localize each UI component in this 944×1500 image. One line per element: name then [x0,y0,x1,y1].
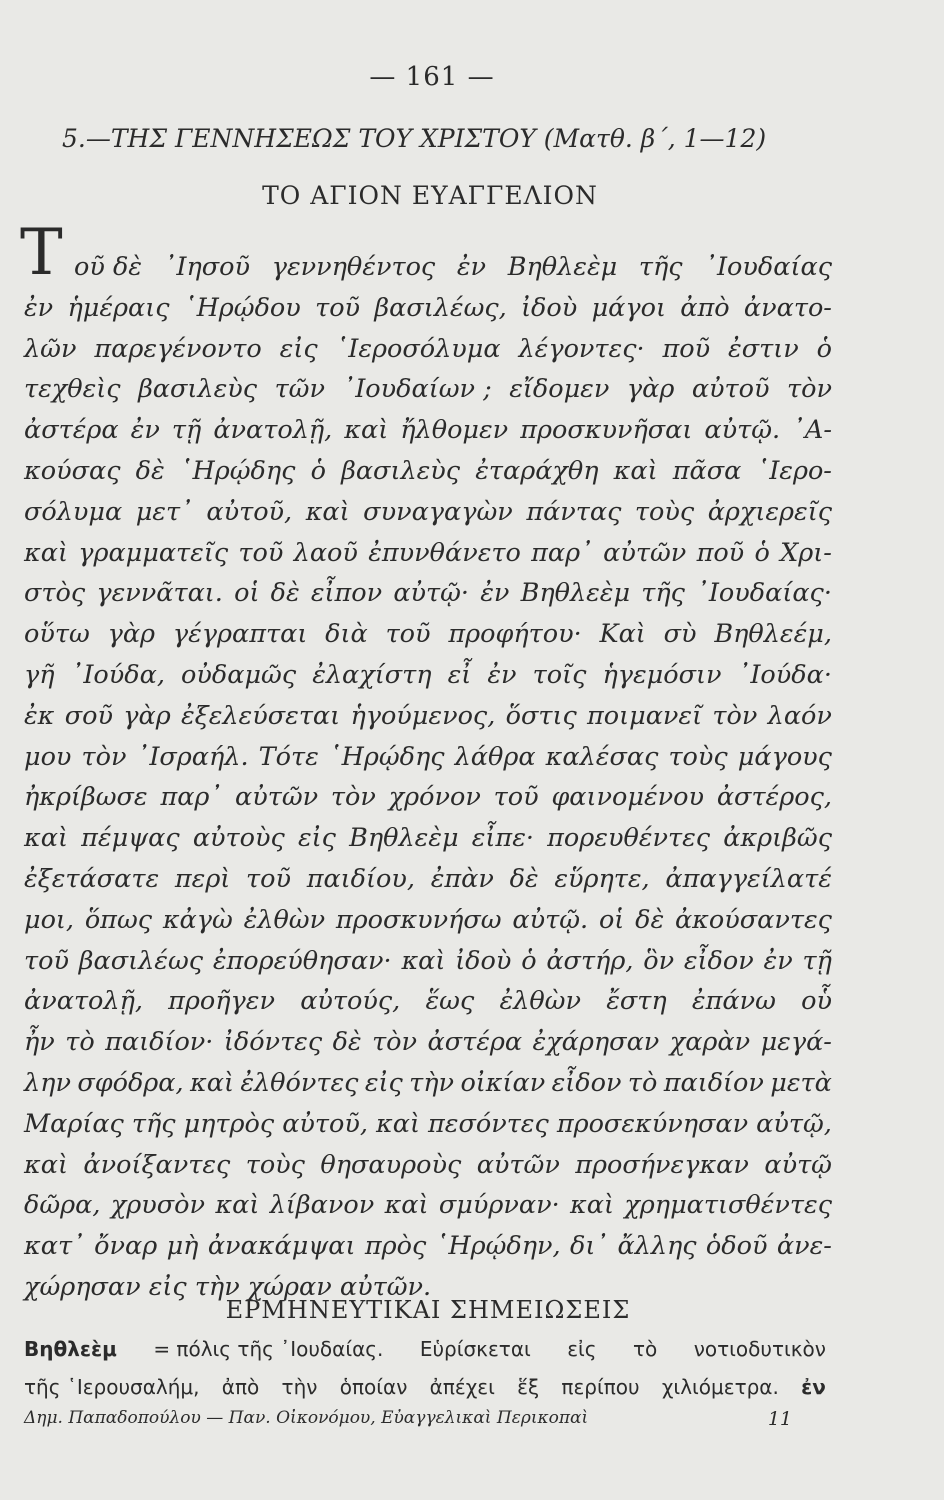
word: ἕως [425,986,475,1017]
text-line [24,900,832,941]
word: αὐτῷ, [756,1108,832,1139]
word: ποιμανεῖ [587,700,703,731]
word: παρ᾿ [531,537,593,568]
note-word: χιλιόμετρα. [661,1375,779,1399]
word: εἰς [279,333,318,364]
word: τοὺς [634,496,695,527]
word: βασιλεὺς [341,455,461,486]
word: οῦ δὲ [74,252,142,282]
text-line [24,981,832,1022]
word: σὺ [663,619,697,650]
word: ἐπυνθάνετο [368,537,521,568]
word: τῇ [171,415,202,446]
word: τοῦ [246,863,291,894]
word: τὸν [81,741,127,772]
word: Χρι- [780,537,832,568]
word: συναγαγὼν [363,496,513,527]
word: οἱ [598,904,625,935]
word: ἄλλης [617,1231,697,1262]
word: ἀστέρα [427,1027,523,1058]
text-line [24,329,832,370]
word: τὸν [787,374,832,405]
word: ῾Ιεροσόλυμα [335,333,501,364]
word: ἀνατολῇ, [213,415,333,446]
word: τοῦ [315,292,361,323]
word: χαρὰν [669,1027,751,1058]
gospel-text [20,216,832,1308]
word: τοῦ [385,619,431,650]
word: εἶπε· [471,823,534,854]
word: τὴν [409,1067,455,1098]
word: γὰρ [626,374,675,405]
word: πέμψας [81,823,180,854]
word: ἐν [480,578,510,609]
text-line [20,216,832,290]
word: ῾Ηρῴδης [179,455,296,486]
word: πρὸς [364,1231,427,1262]
word: ποῦ [662,333,711,364]
word: ἀπαγγείλατέ [665,863,832,894]
word: ἐν [130,415,160,446]
word: αὐτῶν [476,1149,560,1180]
word: βασιλεὺς [138,374,258,405]
word: ἐλθὼν [243,904,326,935]
word: χώρησαν εἰς τὴν χώραν αὐτῶν. [24,1271,432,1302]
word: ἐν [487,659,517,690]
word: τὸ [627,1067,658,1098]
word: κἀγὼ [162,904,233,935]
word: αὐτῷ· [393,578,470,609]
word: τοῦ [238,537,284,568]
word: εὕρητε, [554,863,650,894]
word: αὐτῶν [603,537,687,568]
word: μάγοι [591,292,666,323]
word: καὶ [305,496,350,527]
note-word: περίπου [561,1375,640,1399]
word: αὐτῷ. [512,904,589,935]
word: τῆς [638,252,683,282]
word: μὴ [166,1231,199,1262]
note-line [24,1368,826,1406]
note-word: ἀπὸ [221,1375,260,1399]
word: ἐν [763,945,793,976]
note-word: ὁποίαν [339,1375,408,1399]
word: παρ᾿ [160,782,223,813]
text-line [24,1022,832,1063]
word: ὁδοῦ [705,1231,768,1262]
word: παιδίον [663,1067,764,1098]
word: περὶ [174,863,231,894]
word: ἐκ [24,700,55,731]
word: ὅπως [84,904,153,935]
word: γεννηθέντος [271,252,436,282]
word: Βηθλεέμ, [714,619,832,650]
word: εἶ [447,659,472,690]
word: αὐτοῦ [691,374,770,405]
word: ᾿Ιουδαίων ; [342,374,492,405]
word: χρυσὸν [110,1190,206,1221]
note-word: ἀπέχει [429,1375,495,1399]
text-line [24,818,832,859]
text-line [24,288,832,329]
text-line [24,1226,832,1267]
word: δὲ [332,1027,362,1058]
note-word: ἕξ [517,1375,540,1399]
word: αὐτούς, [300,986,401,1017]
word: χρόνον [388,782,481,813]
word: καὶ [613,455,658,486]
word: διὰ [325,619,368,650]
word: μετὰ [770,1067,832,1098]
word: οὗ [801,986,832,1017]
word: ῾Ιερο- [756,455,832,486]
word: προσήνεγκαν [575,1149,749,1180]
word: ἐλθὼν [499,986,581,1017]
word: προσκυνῆσαι [520,415,693,446]
word: ποῦ [696,537,745,568]
word: σόλυμα [24,496,123,527]
word: τοῖς [532,659,587,690]
word: δὲ [270,578,300,609]
word: ὁ [521,945,537,976]
text-line [24,369,832,410]
text-line [24,1063,832,1104]
word: ἀκούσαντες [674,904,832,935]
text-line [24,655,832,696]
word: ἰδοὺ [521,292,578,323]
word: καὶ [344,415,389,446]
word: αὐτοῦ, [282,1108,368,1139]
word: εἴδομεν [509,374,610,405]
word: ἐν [456,252,487,282]
word: βασιλέως [78,945,204,976]
word: μητρὸς [183,1108,275,1139]
word: καὶ [215,1190,260,1221]
word: ὄναρ [94,1231,158,1262]
text-line [24,1145,832,1186]
note-word: εἰς [567,1337,597,1361]
word: μοι, [24,904,75,935]
text-line [24,573,832,614]
word: ἀκριβῶς [723,823,832,854]
word: κατ᾿ [24,1231,85,1262]
notes-text [24,1330,826,1406]
word: λῶν [24,333,77,364]
word: ἐλαχίστη [312,659,432,690]
note-word: τὸ [632,1337,658,1361]
word: ἐχάρησαν [532,1027,660,1058]
word: πεσόντες [428,1108,549,1139]
word: τὸν [330,782,376,813]
word: οὐδαμῶς [181,659,297,690]
signature-mark: 11 [767,1408,792,1430]
gospel-subtitle: ΤΟ ΑΓΙΟΝ ΕΥΑΓΓΕΛΙΟΝ [262,181,598,210]
word: ῾Ηρῴδης [328,741,445,772]
word: ᾿Ιούδα, [70,659,165,690]
word: Τότε [258,741,319,772]
word: δῶρα, [24,1190,101,1221]
word: προῆγεν [168,986,275,1017]
note-word: = πόλις τῆς ᾿Ιουδαίας. [153,1337,384,1361]
word: παιδίον· [105,1027,214,1058]
word: γὰρ [107,619,156,650]
word: αὐτῷ. [704,415,781,446]
note-word-bold: ἐν [801,1375,826,1399]
drop-cap: Τ [20,216,63,290]
word: καὶ [401,945,446,976]
word: μάγους [737,741,832,772]
word: καὶ [24,1149,68,1180]
word: φαινομένου [551,782,704,813]
word: οἱ [234,578,260,609]
word: στὸς [24,578,86,609]
word: καὶ [24,823,68,854]
word: ἀστέρος, [716,782,832,813]
word: ἀνε- [776,1231,832,1262]
word: ἀνοίξαντες [83,1149,231,1180]
word: λαόν [767,700,832,731]
word: ἐστιν [728,333,799,364]
word: αὐτῶν [234,782,319,813]
text-line [24,1104,832,1145]
note-word: νοτιοδυτικὸν [693,1337,826,1361]
word: ᾿Ιουδαίας [704,252,832,282]
word: ἰδοὺ [455,945,512,976]
word: αὐτῷ [764,1149,832,1180]
word: τῆς [641,578,685,609]
note-word: Εὑρίσκεται [419,1337,531,1361]
word: ἔστη [606,986,667,1017]
text-line [24,614,832,655]
word: καὶ [570,1190,614,1221]
word: Βηθλεὲμ [507,252,618,282]
note-word: τῆς ῾Ιερουσαλήμ, [24,1375,200,1399]
word: πᾶσα [672,455,742,486]
word: καὶ [24,537,68,568]
word: ἠκρίβωσε [24,782,148,813]
word: ἡγεμόσιν [602,659,722,690]
word: παιδίου, [306,863,415,894]
word: τὸν [712,700,758,731]
word: προσεκύνησαν [556,1108,749,1139]
text-line [24,777,832,818]
word: ἀπὸ [680,292,730,323]
word: ὁ [754,537,770,568]
text-line [24,451,832,492]
word: κούσας [24,455,121,486]
word: ἀρχιερεῖς [707,496,832,527]
text-line [24,410,832,451]
word: ᾿Ισραήλ. [136,741,249,772]
word: Μαρίας [24,1108,124,1139]
word: τοὺς [245,1149,305,1180]
word: πάντας [526,496,622,527]
text-line [24,533,832,574]
word: λίβανον [269,1190,375,1221]
word: ἀνατο- [743,292,832,323]
word: γεννᾶται. [96,578,223,609]
word: ἀστήρ, [546,945,634,976]
word: τῇ [802,945,832,976]
word: προσκυνήσω [335,904,502,935]
word: τῆς [131,1108,176,1139]
word: λάθρα [454,741,536,772]
word: ᾿Ιούδα· [737,659,832,690]
text-line [24,859,832,900]
text-line [24,1185,832,1226]
word: δὲ [509,863,539,894]
page-number: — 161 — [369,62,495,92]
word: ὅστις [505,700,577,731]
word: ἐν [24,292,54,323]
word: τεχθεὶς [24,374,121,405]
word: καὶ [376,1108,420,1139]
word: προφήτου· [448,619,582,650]
word: καλέσας [545,741,659,772]
word: ἀστέρα [24,415,119,446]
word: εἶπον [310,578,383,609]
word: Καὶ [599,619,646,650]
word: ἰδόντες [223,1027,323,1058]
word: ὁ [816,333,832,364]
page-footer [24,1408,792,1430]
word: ἐπάνω [691,986,776,1017]
word: μου [24,741,72,772]
word: καὶ [384,1190,429,1221]
section-heading: 5.—ΤΗΣ ΓΕΝΝΗΣΕΩΣ ΤΟΥ ΧΡΙΣΤΟΥ (Ματθ. β΄, 1—12) [62,124,767,153]
notes-heading: ΕΡΜΗΝΕΥΤΙΚΑΙ ΣΗΜΕΙΩΣΕΙΣ [225,1296,631,1324]
word: λην [24,1067,71,1098]
word: ἐξελεύσεται [180,700,341,731]
word: λαοῦ [293,537,358,568]
word: σοῦ [64,700,113,731]
note-word: τὴν [281,1375,318,1399]
note-term: Βηθλεὲμ [24,1337,117,1361]
word: ἀνατολῇ, [24,986,143,1017]
word: μετ᾿ [135,496,193,527]
word: γῆ [24,659,55,690]
text-line [24,696,832,737]
word: δὲ [135,455,165,486]
word: καὶ [190,1067,234,1098]
word: τὸ [65,1027,95,1058]
word: ὃν [643,945,675,976]
word: ἐξετάσατε [24,863,160,894]
word: πορευθέντες [547,823,711,854]
word: εἶδον [683,945,754,976]
word: γὰρ [123,700,171,731]
word: ἡμέραις [67,292,170,323]
word: εἰς [297,823,336,854]
word: ἦν [24,1027,55,1058]
word: ᾿Α- [792,415,832,446]
word: μεγά- [760,1027,832,1058]
word: τῶν [274,374,325,405]
word: βασιλέως, [374,292,507,323]
word: ἐλθόντες [240,1067,359,1098]
note-line [24,1330,826,1368]
word: ἐταράχθη [475,455,599,486]
word: παρεγένοντο [94,333,262,364]
word: θησαυροὺς [320,1149,462,1180]
word: ἐπὰν [430,863,494,894]
word: εἰς [364,1067,403,1098]
word: γέγραπται [172,619,308,650]
footer-credit: Δημ. Παπαδοπούλου — Παν. Οἰκονόμου, Εὐαγγελικαὶ Περικοπαὶ [24,1408,589,1428]
word: τοὺς [668,741,728,772]
word: ῾Ηρῴδην, [435,1231,561,1262]
word: αὐτοὺς [192,823,285,854]
word: τοῦ [493,782,539,813]
word: ἐπορεύθησαν· [212,945,392,976]
word: ᾿Ιησοῦ [163,252,251,282]
word: σμύρναν· [438,1190,560,1221]
word: αὐτοῦ, [206,496,293,527]
word: χρηματισθέντες [624,1190,832,1221]
word: εἶδον [551,1067,622,1098]
word: ἤλθομεν [400,415,509,446]
word: τοῦ [24,945,69,976]
word: οἰκίαν [460,1067,546,1098]
word: σφόδρα, [77,1067,184,1098]
word: ὁ [310,455,326,486]
word: δι᾿ [569,1231,609,1262]
word: οὕτω [24,619,90,650]
word: ἀνακάμψαι [207,1231,356,1262]
word: ῾Ηρῴδου [183,292,301,323]
word: δὲ [635,904,665,935]
word: τὸν [372,1027,418,1058]
text-line [24,941,832,982]
word: γραμματεῖς [78,537,229,568]
word: ἡγούμενος, [350,700,496,731]
text-line [24,737,832,778]
word: Βηθλεὲμ [520,578,631,609]
word: ᾿Ιουδαίας· [696,578,832,609]
word: Βηθλεὲμ [349,823,459,854]
text-line [24,492,832,533]
word: λέγοντες· [518,333,645,364]
